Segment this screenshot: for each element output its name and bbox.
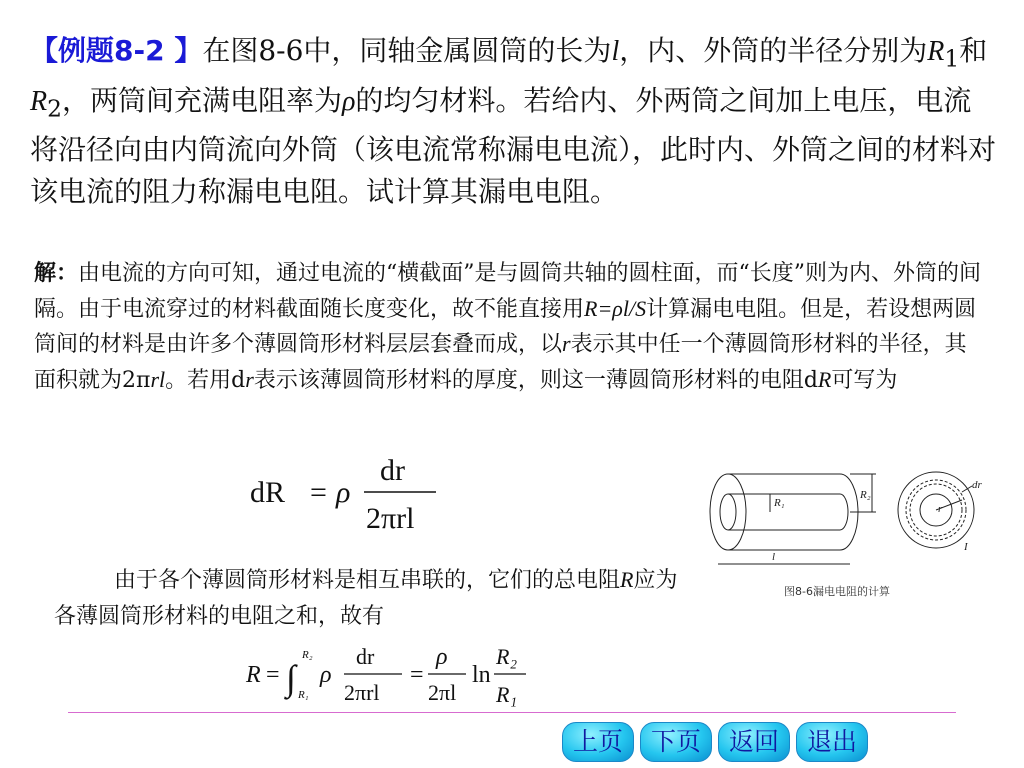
label-l: l — [772, 551, 776, 563]
problem-statement: 【例题8-2 】在图8-6中，同轴金属圆筒的长为l，内、外筒的半径分别为$R_1$和$R_2$，两筒间充满电阻率为ρ的均匀材料。若给内、外两筒之间加上电压，电流将沿径向由内筒流向外筒（该电流常称漏电电流），此时内、外筒之间的材料对该电流的阻力称漏电电阻。试计算其漏电电阻。 — [30, 34, 997, 209]
formula2-denominator2: 2πl — [428, 680, 457, 705]
formula1-lhs: dR — [250, 476, 286, 509]
back-button[interactable]: 返回 — [718, 722, 790, 762]
formula1-rho: ρ — [336, 476, 351, 509]
formula-total-R — [240, 640, 540, 712]
formula2-eq: = — [266, 662, 280, 688]
outer-cylinder-left-end — [710, 474, 746, 550]
divider-line — [68, 712, 956, 713]
formula2-denominator: 2πrl — [344, 680, 380, 705]
label-dr: dr — [972, 479, 982, 491]
formula-dR — [240, 450, 440, 540]
label-r: r — [938, 503, 943, 515]
example-tag: 【例题8-2 】 — [30, 34, 203, 67]
formula2-rho2: ρ — [436, 644, 448, 670]
formula1-denominator: 2πrl — [366, 502, 415, 535]
inner-cylinder-left-end — [720, 494, 736, 530]
formula2-numerator: dr — [356, 644, 375, 669]
label-R1: R₁ — [774, 497, 785, 509]
integral-sign: ∫ — [286, 658, 296, 698]
solution-text: 解：由电流的方向可知，通过电流的“横截面”是与圆筒共轴的圆柱面，而“长度”则为内、外筒的间隔。由于电流穿过的材料截面随长度变化，故不能直接用R=ρl/S计算漏电电阻。但是，若设想两圆筒间的材料是由许多个薄圆筒形材料层层套叠而成，以r表示其中任一个薄圆筒形材料的半径，其面积就为2πrl。若用dr表示该薄圆筒形材料的厚度，则这一薄圆筒形材料的电阻dR可写为 — [34, 260, 982, 393]
continuation-text: 由于各个薄圆筒形材料是相互串联的，它们的总电阻R应为各薄圆筒形材料的电阻之和，故有 — [54, 567, 678, 629]
formula2-lhs: R — [246, 662, 261, 688]
coaxial-cylinder-figure — [700, 462, 1000, 582]
label-I: I — [964, 541, 968, 553]
solution-label: 解： — [34, 260, 79, 286]
formula2-R1: R₁ — [496, 682, 518, 707]
navigation-bar — [562, 722, 868, 762]
figure-caption: 图8-6漏电电阻的计算 — [784, 585, 890, 598]
formula2-eq2: = — [410, 662, 424, 688]
formula2-ln: ln — [472, 662, 491, 688]
integral-lower-limit: R₁ — [298, 689, 309, 701]
exit-button[interactable]: 退出 — [796, 722, 868, 762]
formula2-rho: ρ — [320, 662, 332, 688]
integral-upper-limit: R₂ — [302, 649, 313, 661]
next-page-button[interactable]: 下页 — [640, 722, 712, 762]
inner-cylinder-right-end — [840, 494, 848, 530]
formula1-eq: = — [310, 476, 327, 509]
dr-leader — [962, 486, 972, 492]
label-R2: R₂ — [860, 489, 871, 501]
formula1-numerator: dr — [380, 454, 405, 487]
prev-page-button[interactable]: 上页 — [562, 722, 634, 762]
formula2-R2: R₂ — [496, 644, 518, 669]
